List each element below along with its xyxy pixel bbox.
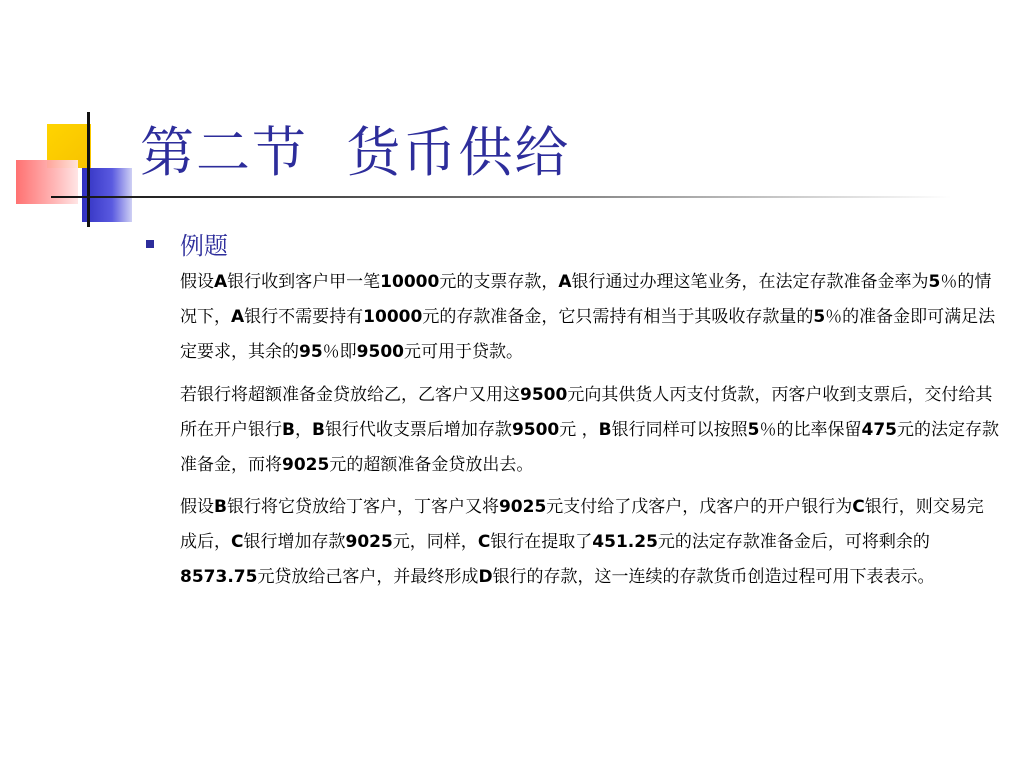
title-underline bbox=[51, 196, 951, 198]
slide-title: 第二节 货币供给 bbox=[140, 121, 571, 184]
square-bullet-icon bbox=[146, 240, 154, 248]
logo-vertical-line bbox=[87, 112, 90, 227]
paragraph-2: 若银行将超额准备金贷放给乙，乙客户又用这9500元向其供货人丙支付货款，丙客户收到支票后，交付给其所在开户银行B，B银行代收支票后增加存款9500元 ，B银行同样可以按照5％的比率保留475元的法定存款准备金，而将9025元的超额准备金贷放出去。 bbox=[180, 385, 999, 475]
bullet-item bbox=[146, 226, 228, 261]
bullet-label: 例题 bbox=[180, 232, 228, 260]
paragraph-3: 假设B银行将它贷放给丁客户，丁客户又将9025元支付给了戊客户，戊客户的开户银行为C银行，则交易完成后，C银行增加存款9025元，同样，C银行在提取了451.25元的法定存款准备金后，可将剩余的8573.75元贷放给己客户，并最终形成D银行的存款，这一连续的存款货币创造过程可用下表表示。 bbox=[180, 497, 984, 587]
paragraph-1: 假设A银行收到客户甲一笔10000元的支票存款，A银行通过办理这笔业务，在法定存款准备金率为5％的情况下，A银行不需要持有10000元的存款准备金，它只需持有相当于其吸收存款量的5％的准备金即可满足法定要求，其余的95％即9500元可用于贷款。 bbox=[180, 272, 996, 362]
